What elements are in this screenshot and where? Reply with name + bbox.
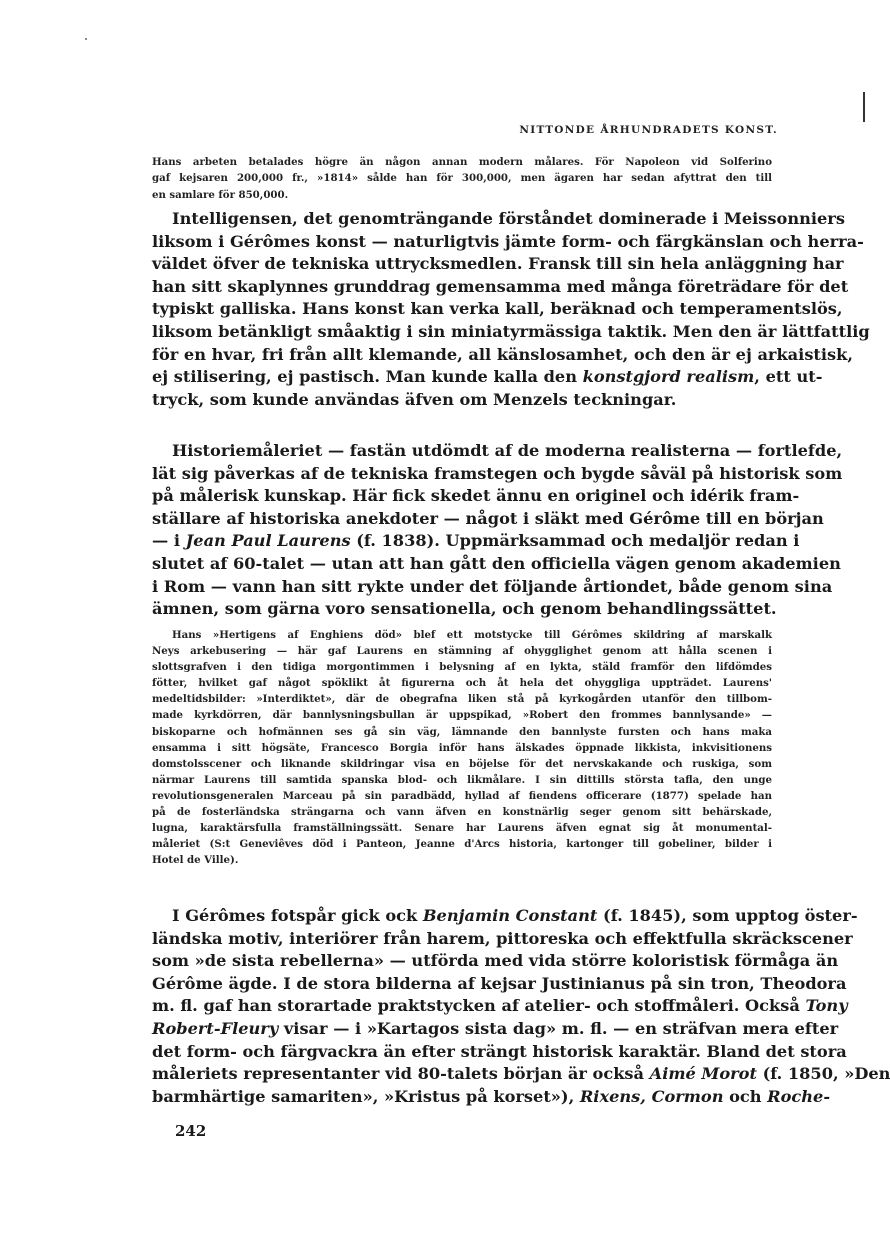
footnote-line: Hans »Hertigens af Enghiens död» blef ett motstycke till Gérômes skildring af marskalk	[172, 629, 772, 641]
paragraph-gerome-followers	[152, 905, 890, 1108]
text-line	[152, 905, 858, 928]
scan-speck	[85, 38, 87, 40]
footnote-line: domstolsscener och liknande skildringar visa en böjelse för det nervskakande och ruskiga, som	[152, 757, 772, 770]
italic-name: Tony	[805, 996, 848, 1016]
text-segment: måleriets representanter vid 80-talets början är också	[152, 1064, 650, 1084]
text-line	[152, 995, 848, 1018]
footnote-line: made kyrkdörren, där bannlysningsbullan är uppspikad, »Robert den frommes bannlysande» —	[152, 709, 772, 722]
text-line: Historiemåleriet — fastän utdömdt af de moderna realisterna — fortlefde,	[172, 441, 843, 460]
intro-note-line: Hans arbeten betalades högre än någon annan modern målares. För Napoleon vid Solferino	[152, 156, 772, 168]
text-line: ländska motiv, interiörer från harem, pittoreska och effektfulla skräckscener	[152, 928, 853, 948]
text-segment: m. fl. gaf han storartade praktstycken af atelier- och stoffmåleri. Också	[152, 996, 806, 1016]
text-segment: (f. 1850, »Den	[756, 1064, 890, 1084]
footnote-line: på de fosterländska strängarna och vann äfven en konstnärlig seger genom sitt behärskade,	[152, 806, 772, 819]
italic-name: Benjamin Constant	[422, 906, 598, 925]
text-line: ämnen, som gärna voro sensationella, och genom behandlingssättet.	[152, 599, 777, 619]
running-header: NITTONDE ÅRHUNDRADETS KONST.	[519, 124, 778, 136]
intro-note	[152, 154, 772, 203]
scan-edge-mark	[863, 92, 865, 122]
text-line: slutet af 60-talet — utan att han gått den officiella vägen genom akademien	[152, 553, 841, 573]
footnote-line: medeltidsbilder: »Interdiktet», där de obegrafna liken stå på kyrkogården utanför den tillbom-	[152, 693, 772, 706]
italic-term: konstgjord realism	[582, 367, 755, 387]
text-line	[152, 366, 823, 389]
text-segment: visar — i »Kartagos sista dag» m. fl. — en sträfvan mera efter	[278, 1018, 839, 1038]
footnote-line: slottsgrafven i den tidiga morgontimmen i belysning af en lykta, stäld framför den lifdömdes	[152, 661, 772, 674]
italic-name: Jean Paul Laurens	[185, 531, 351, 551]
text-segment: ej stilisering, ej pastisch. Man kunde kalla den	[152, 367, 577, 387]
text-line	[152, 530, 800, 553]
footnote-line: revolutionsgeneralen Marceau på sin paradbädd, hyllad af fiendens officerare (1877) spelade han	[152, 789, 772, 802]
italic-name: Roche-	[767, 1086, 831, 1106]
footnote-line: fötter, hvilket gaf något spöklikt åt figurerna och åt hela det ohyggliga uppträdet. Laurens'	[152, 677, 772, 690]
text-line: på målerisk kunskap. Här fick skedet ännu en originel och idérik fram-	[152, 486, 800, 506]
text-line: väldet öfver de tekniska uttrycksmedlen. Fransk till sin hela anläggning har	[152, 254, 844, 274]
footnote-line: närmar Laurens till samtida spanska blod- och likmålare. I sin dittills största tafla, den unge	[152, 773, 772, 786]
text-line: för en hvar, fri från allt klemande, all känslosamhet, och den är ej arkaistisk,	[152, 344, 854, 364]
footnote-line: måleriet (S:t Geneviêves död i Panteon, Jeanne d'Arcs historia, kartonger till gobeliner, bilder i	[152, 838, 772, 851]
paragraph-intelligence	[152, 208, 870, 411]
text-line: typiskt galliska. Hans konst kan verka kall, beräknad och temperamentslös,	[152, 299, 843, 319]
text-segment: — i	[152, 531, 186, 551]
footnote-line: biskoparne och hofmännen ses gå sin väg, lämnande den bannlyste fursten och hans maka	[152, 725, 772, 738]
text-line	[152, 1063, 890, 1086]
text-line: lät sig påverkas af de tekniska framstegen och bygde såväl på historisk som	[152, 463, 843, 483]
text-segment: och	[723, 1086, 768, 1106]
text-line	[152, 1018, 839, 1041]
footnote-line: Neys arkebusering — här gaf Laurens en stämning af ohygglighet genom att hålla scenen i	[152, 645, 772, 658]
text-line: Intelligensen, det genomträngande förståndet dominerade i Meissonniers	[172, 209, 845, 228]
text-line	[152, 1086, 831, 1109]
footnote-line: lugna, karaktärsfulla framställningssätt. Senare har Laurens äfven egnat sig åt monumental-	[152, 822, 772, 835]
footnote-line: ensamma i sitt högsäte, Francesco Borgia inför hans älskades öppnade likkista, inkvisitionens	[152, 741, 772, 754]
text-line: han sitt skaplynnes grunddrag gemensamma med många företrädare för det	[152, 276, 849, 296]
page-number: 242	[175, 1122, 207, 1140]
text-segment: I Gérômes fotspår gick ock	[172, 906, 423, 925]
italic-name: Aimé Morot	[649, 1064, 757, 1084]
text-line: liksom i Gérômes konst — naturligtvis jämte form- och färgkänslan och herra-	[152, 231, 864, 251]
text-line: i Rom — vann han sitt rykte under det följande årtiondet, både genom sina	[152, 576, 833, 596]
paragraph-history-painting	[152, 440, 843, 621]
text-line: som »de sista rebellerna» — utförda med vida större koloristisk förmåga än	[152, 951, 839, 971]
text-segment: (f. 1838). Uppmärksammad och medaljör redan i	[350, 531, 800, 551]
intro-note-line: gaf kejsaren 200,000 fr., »1814» sålde han för 300,000, men ägaren har sedan afyttrat den till	[152, 172, 772, 185]
italic-name: Robert-Fleury	[152, 1018, 279, 1038]
text-line: Gérôme ägde. I de stora bilderna af kejsar Justinianus på sin tron, Theodora	[152, 973, 847, 993]
text-segment: (f. 1845), som upptog öster-	[597, 906, 858, 925]
text-segment: barmhärtige samariten», »Kristus på korset»),	[152, 1086, 580, 1106]
intro-note-line: en samlare för 850,000.	[152, 188, 289, 201]
italic-name: Rixens, Cormon	[579, 1086, 724, 1106]
text-line: ställare af historiska anekdoter — något i släkt med Gérôme till en början	[152, 508, 824, 528]
footnote-laurens	[152, 627, 772, 868]
text-line: liksom betänkligt småaktig i sin miniatyrmässiga taktik. Men den är lättfattlig	[152, 321, 870, 341]
footnote-line: Hotel de Ville).	[152, 854, 239, 867]
text-segment: , ett ut-	[754, 367, 823, 387]
text-line: det form- och färgvackra än efter strängt historisk karaktär. Bland det stora	[152, 1041, 847, 1061]
text-line: tryck, som kunde användas äfven om Menzels teckningar.	[152, 389, 677, 409]
